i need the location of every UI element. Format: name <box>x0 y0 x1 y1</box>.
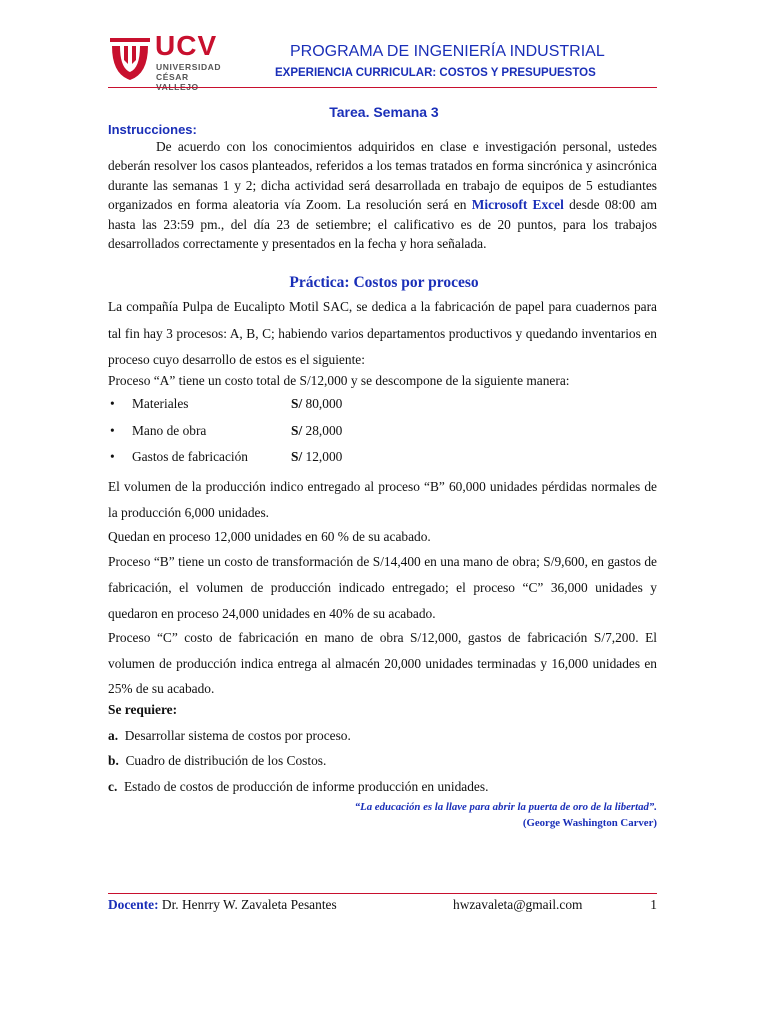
process-c-text: Proceso “C” costo de fabricación en mano de obra S/12,000, gastos de fabricación S/7,200. El volumen de producción indica entrega al almacén 20,000 unidades terminadas y 16,000 unidades en 25% de su acabado. <box>108 630 657 696</box>
amount-value: 12,000 <box>305 449 343 464</box>
volume-a-paragraph <box>108 474 657 525</box>
cost-item-label: Mano de obra <box>132 422 207 438</box>
bullet-icon: • <box>110 422 115 438</box>
requirements-label: Se requiere: <box>108 702 178 717</box>
quote-author: (George Washington Carver) <box>522 817 657 829</box>
instructions-label: Instrucciones: <box>108 122 197 137</box>
bullet-icon: • <box>110 396 115 411</box>
volume-a-text: El volumen de la producción indico entregado al proceso “B” 60,000 unidades pérdidas normales de la producción 6,000 unidades. <box>108 479 657 520</box>
requirement-letter: c. <box>108 778 118 794</box>
list-item <box>108 728 657 754</box>
process-c-paragraph <box>108 625 657 702</box>
footer-divider <box>108 893 657 894</box>
cost-item-amount <box>291 423 342 439</box>
remaining-a-text: Quedan en proceso 12,000 unidades en 60 % de su acabado. <box>108 529 431 544</box>
remaining-a-paragraph <box>108 524 657 550</box>
currency-symbol: S/ <box>291 449 303 464</box>
process-a-text: Proceso “A” tiene un costo total de S/12,000 y se descompone de la siguiente manera: <box>108 373 570 388</box>
requirement-letter: b. <box>108 753 119 768</box>
currency-symbol: S/ <box>291 422 303 438</box>
page-footer <box>108 897 657 913</box>
cost-item-amount <box>291 449 342 465</box>
list-item <box>108 753 657 779</box>
amount-value: 80,000 <box>305 396 343 411</box>
teacher-email: hwzavaleta@gmail.com <box>453 897 583 912</box>
logo-ucv-text: UCV <box>155 30 218 61</box>
list-item <box>108 449 508 476</box>
university-logo <box>108 30 226 92</box>
instructions-text-before: De acuerdo con los conocimientos adquiridos en clase e investigación personal, ustedes deberán resolver los casos planteados, referidos a los temas tratados en forma sincrónica y asincrónica durante las semanas 1 y 2; dicha actividad será desarrollada en trabajo de equipos de 5 estudiantes organizados en forma aleatoria vía Zoom. La resolución será en <box>108 139 657 213</box>
instructions-highlight: Microsoft Excel <box>471 197 564 213</box>
page-number: 1 <box>650 897 657 912</box>
teacher-name: Dr. Henrry W. Zavaleta Pesantes <box>161 897 337 912</box>
quote-text: “La educación es la llave para abrir la puerta de oro de la libertad”. <box>354 801 657 813</box>
logo-university-text: UNIVERSIDAD <box>156 62 222 72</box>
instructions-text-after: desde 08:00 am hasta las 23:59 pm., del día 23 de setiembre; el calificativo es de 20 puntos, para los trabajos desarrollados correctamente y presentados en la fecha y hora señalada. <box>108 197 657 252</box>
cost-item-label: Materiales <box>132 396 189 411</box>
currency-symbol: S/ <box>291 396 303 411</box>
process-b-paragraph <box>108 549 657 627</box>
list-item <box>108 423 508 450</box>
process-a-paragraph <box>108 371 657 391</box>
intro-paragraph <box>108 294 657 374</box>
instructions-paragraph <box>108 137 657 253</box>
requirements-label-row <box>108 702 657 728</box>
ucv-shield-icon <box>108 34 152 82</box>
process-b-text: Proceso “B” tiene un costo de transformación de S/14,400 en una mano de obra; S/9,600, en gastos de fabricación, el volumen de producción indicado entregado; el proceso “C” 36,000 unidades y quedaron en proceso 24,000 unidades en 40% de su acabado. <box>108 554 657 621</box>
requirement-letter: a. <box>108 727 119 743</box>
amount-value: 28,000 <box>305 422 343 438</box>
course-subtitle: EXPERIENCIA CURRICULAR: COSTOS Y PRESUPUESTOS <box>275 67 596 79</box>
cost-item-label: Gastos de fabricación <box>132 449 249 464</box>
requirement-text: Desarrollar sistema de costos por proceso. <box>124 727 351 743</box>
requirement-text: Estado de costos de producción de informe producción en unidades. <box>124 778 489 794</box>
teacher-label: Docente: <box>108 897 159 912</box>
assignment-title: Tarea. Semana 3 <box>329 104 439 120</box>
requirements-section <box>108 702 657 804</box>
bullet-icon: • <box>110 449 115 464</box>
requirement-text: Cuadro de distribución de los Costos. <box>125 753 327 768</box>
cost-items-list <box>108 396 508 476</box>
cost-item-amount <box>291 396 342 412</box>
list-item <box>108 396 508 423</box>
logo-name-text: CÉSAR VALLEJO <box>156 72 199 92</box>
intro-text: La compañía Pulpa de Eucalipto Motil SAC, se dedica a la fabricación de papel para cuadernos para tal fin hay 3 procesos: A, B, C; habiendo varios departamentos productivos y quedando inventarios en proceso cuyo desarrollo de estos es el siguiente: <box>108 299 657 367</box>
program-title: PROGRAMA DE INGENIERÍA INDUSTRIAL <box>290 43 605 60</box>
header-divider <box>108 87 657 88</box>
practice-title: Práctica: Costos por proceso <box>289 274 479 291</box>
